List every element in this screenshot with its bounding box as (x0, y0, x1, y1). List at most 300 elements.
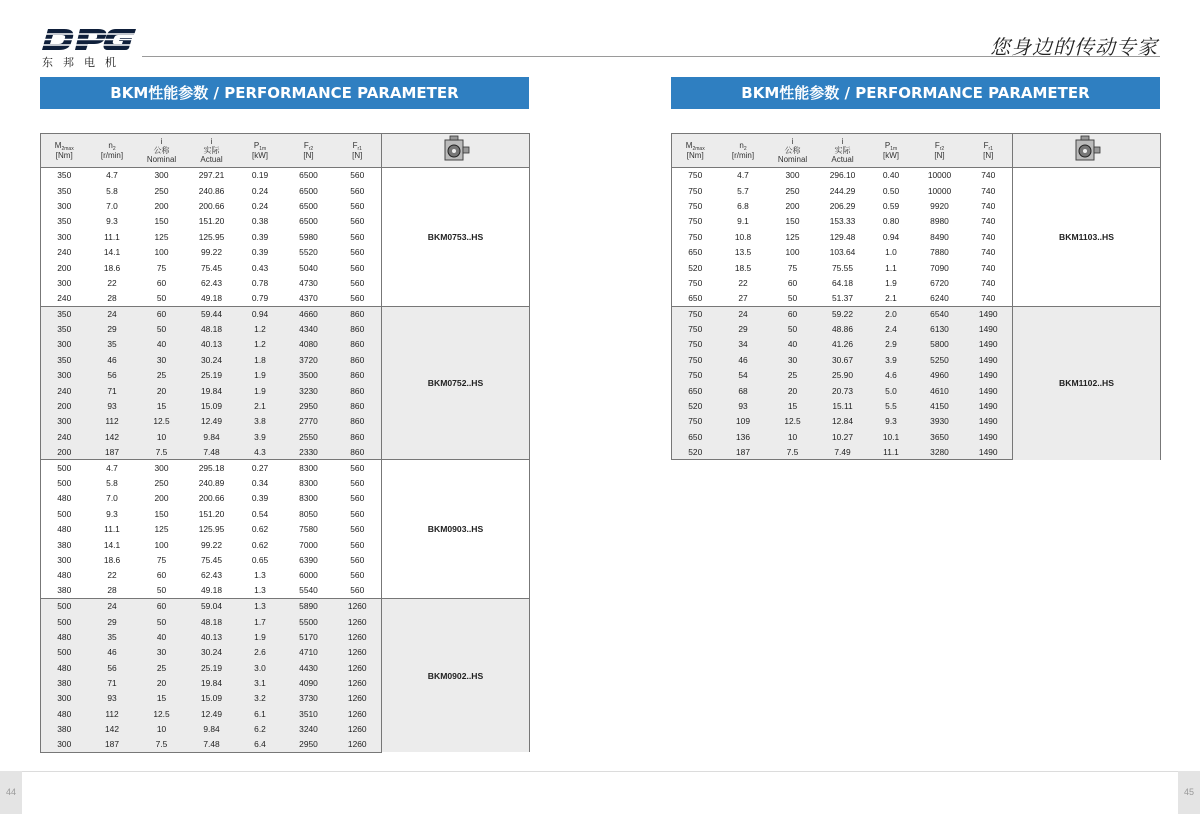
cell-power: 3.1 (237, 675, 284, 690)
cell-speed: 187 (719, 445, 768, 460)
cell-speed: 112 (88, 414, 137, 429)
cell-speed: 22 (107, 570, 117, 581)
cell-radial-load-output: 4370 (299, 293, 318, 304)
cell-ratio-actual: 153.33 (829, 216, 856, 227)
cell-ratio-nominal: 7.5 (137, 445, 187, 460)
cell-speed: 71 (88, 675, 137, 690)
cell-radial-load-input: 740 (981, 216, 996, 227)
cell-power: 1.0 (885, 247, 897, 258)
cell-ratio-actual: 103.64 (829, 247, 856, 258)
cell-ratio-nominal: 60 (137, 306, 187, 321)
cell-torque: 240 (41, 383, 88, 398)
cell-radial-load-input: 1260 (334, 645, 382, 660)
col-header-power: $P_{1m}$ [kW] (868, 134, 915, 168)
cell-torque: 300 (41, 198, 88, 213)
cell-ratio-actual: 59.04 (187, 598, 237, 613)
cell-radial-load-output: 6500 (299, 200, 318, 211)
cell-radial-load-output: 4610 (915, 383, 965, 398)
cell-radial-load-output: 5800 (915, 337, 965, 352)
cell-ratio-nominal: 40 (137, 337, 187, 352)
cell-ratio-actual: 10.27 (818, 429, 868, 444)
cell-speed: 35 (88, 337, 137, 352)
cell-radial-load-input: 1490 (965, 368, 1013, 383)
cell-radial-load-input: 560 (350, 570, 365, 581)
cell-ratio-actual: 200.66 (198, 493, 225, 504)
cell-radial-load-output: 5540 (299, 585, 318, 596)
cell-radial-load-output: 2550 (284, 429, 334, 444)
cell-ratio-nominal: 200 (785, 200, 800, 211)
cell-power: 0.59 (882, 200, 900, 211)
cell-ratio-actual: 49.18 (201, 585, 222, 596)
cell-ratio-actual: 244.29 (829, 185, 856, 196)
cell-radial-load-output: 3730 (284, 691, 334, 706)
cell-speed: 4.7 (88, 168, 137, 183)
cell-ratio-actual: 51.37 (832, 293, 853, 304)
cell-torque: 480 (41, 491, 88, 506)
cell-power: 0.19 (237, 168, 284, 183)
cell-ratio-actual: 30.24 (187, 645, 237, 660)
cell-torque: 350 (41, 183, 88, 198)
cell-ratio-nominal: 150 (785, 216, 800, 227)
cell-ratio-actual: 240.86 (198, 185, 225, 196)
cell-ratio-actual: 200.66 (198, 200, 225, 211)
cell-power: 6.2 (237, 722, 284, 737)
cell-ratio-nominal: 7.5 (137, 737, 187, 752)
cell-speed: 71 (88, 383, 137, 398)
cell-radial-load-output: 8300 (284, 460, 334, 475)
cell-power: 1.9 (237, 629, 284, 644)
cell-ratio-actual: 12.49 (187, 414, 237, 429)
cell-ratio-nominal: 10 (768, 429, 818, 444)
cell-ratio-actual: 12.84 (818, 414, 868, 429)
cell-power: 2.1 (237, 398, 284, 413)
left-page-title: BKM性能参数 / PERFORMANCE PARAMETER (40, 77, 529, 109)
cell-speed: 18.5 (734, 262, 752, 273)
cell-speed: 22 (107, 277, 117, 288)
cell-radial-load-input: 1490 (965, 383, 1013, 398)
cell-ratio-nominal: 20 (137, 675, 187, 690)
col-header-speed: $n_2$ [r/min] (719, 134, 768, 168)
cell-speed: 18.6 (103, 262, 121, 273)
cell-radial-load-input: 860 (334, 321, 382, 336)
cell-ratio-actual: 49.18 (201, 293, 222, 304)
cell-speed: 35 (88, 629, 137, 644)
cell-torque: 750 (672, 368, 719, 383)
cell-radial-load-output: 6720 (930, 277, 949, 288)
cell-radial-load-input: 560 (350, 524, 365, 535)
cell-ratio-nominal: 30 (137, 645, 187, 660)
cell-ratio-nominal: 20 (768, 383, 818, 398)
cell-ratio-actual: 125.95 (198, 524, 225, 535)
cell-torque: 200 (41, 398, 88, 413)
cell-radial-load-input: 860 (334, 398, 382, 413)
table-row (41, 598, 530, 613)
cell-radial-load-input: 1490 (965, 429, 1013, 444)
cell-ratio-nominal: 50 (156, 293, 167, 304)
cell-power: 1.9 (237, 368, 284, 383)
cell-radial-load-output: 5040 (299, 262, 318, 273)
cell-ratio-nominal: 50 (156, 585, 167, 596)
cell-torque: 750 (672, 229, 719, 244)
cell-radial-load-input: 740 (981, 277, 996, 288)
cell-speed: 4.7 (88, 460, 137, 475)
cell-radial-load-input: 560 (350, 493, 365, 504)
cell-radial-load-output: 5980 (299, 231, 318, 242)
cell-radial-load-input: 860 (334, 445, 382, 460)
cell-torque: 380 (41, 722, 88, 737)
cell-radial-load-output: 10000 (915, 168, 965, 183)
cell-speed: 56 (88, 660, 137, 675)
cell-power: 0.24 (251, 185, 269, 196)
cell-radial-load-output: 3720 (284, 352, 334, 367)
cell-speed: 142 (88, 722, 137, 737)
cell-ratio-actual: 25.19 (187, 660, 237, 675)
cell-ratio-actual: 7.48 (187, 445, 237, 460)
cell-radial-load-input: 860 (334, 368, 382, 383)
right-page-title: BKM性能参数 / PERFORMANCE PARAMETER (671, 77, 1160, 109)
cell-ratio-nominal: 60 (156, 570, 167, 581)
cell-power: 5.5 (868, 398, 915, 413)
table-row (41, 306, 530, 321)
cell-speed: 187 (88, 737, 137, 752)
cell-torque: 350 (41, 321, 88, 336)
cell-ratio-actual: 295.18 (187, 460, 237, 475)
cell-power: 0.79 (251, 293, 269, 304)
cell-ratio-actual: 9.84 (187, 429, 237, 444)
cell-ratio-actual: 25.19 (187, 368, 237, 383)
cell-radial-load-output: 4090 (284, 675, 334, 690)
cell-speed: 24 (719, 306, 768, 321)
cell-speed: 109 (719, 414, 768, 429)
cell-radial-load-input: 560 (334, 460, 382, 475)
cell-ratio-nominal: 12.5 (137, 706, 187, 721)
cell-torque: 200 (41, 260, 88, 275)
cell-power: 1.2 (237, 337, 284, 352)
cell-radial-load-input: 1260 (334, 737, 382, 752)
cell-ratio-actual: 19.84 (187, 383, 237, 398)
cell-torque: 500 (41, 598, 88, 613)
col-header-power: $P_{1m}$ [kW] (237, 134, 284, 168)
cell-radial-load-input: 560 (350, 277, 365, 288)
cell-torque: 300 (41, 414, 88, 429)
cell-torque: 480 (41, 660, 88, 675)
cell-ratio-nominal: 50 (768, 321, 818, 336)
cell-torque: 300 (41, 737, 88, 752)
cell-ratio-nominal: 10 (137, 429, 187, 444)
cell-power: 6.1 (237, 706, 284, 721)
cell-torque: 350 (41, 168, 88, 183)
cell-torque: 650 (672, 383, 719, 398)
cell-radial-load-input: 1490 (965, 445, 1013, 460)
cell-ratio-nominal: 60 (787, 277, 798, 288)
cell-radial-load-output: 4730 (299, 277, 318, 288)
cell-torque: 200 (41, 445, 88, 460)
cell-ratio-actual: 75.45 (201, 554, 222, 565)
cell-torque: 650 (672, 291, 719, 306)
cell-ratio-nominal: 150 (154, 508, 169, 519)
cell-power: 1.1 (885, 262, 897, 273)
cell-radial-load-input: 560 (350, 185, 365, 196)
cell-radial-load-output: 6540 (915, 306, 965, 321)
cell-radial-load-input: 740 (981, 185, 996, 196)
cell-radial-load-input: 560 (350, 508, 365, 519)
cell-torque: 750 (672, 275, 719, 290)
cell-ratio-nominal: 12.5 (137, 414, 187, 429)
cell-radial-load-output: 9920 (930, 200, 949, 211)
cell-torque: 750 (672, 168, 719, 183)
cell-ratio-actual: 240.89 (198, 478, 225, 488)
cell-radial-load-output: 4430 (284, 660, 334, 675)
cell-ratio-nominal: 60 (156, 277, 167, 288)
cell-speed: 27 (738, 293, 748, 304)
cell-power: 3.0 (237, 660, 284, 675)
model-label: BKM0752..HS (382, 306, 530, 460)
cell-speed: 9.3 (106, 508, 118, 519)
cell-torque: 300 (41, 368, 88, 383)
cell-radial-load-input: 560 (350, 247, 365, 258)
cell-radial-load-input: 860 (334, 337, 382, 352)
cell-radial-load-output: 5500 (284, 614, 334, 629)
cell-radial-load-input: 1490 (965, 352, 1013, 367)
company-logo (42, 26, 138, 69)
cell-torque: 300 (41, 275, 88, 290)
cell-radial-load-output: 6500 (284, 168, 334, 183)
cell-torque: 350 (41, 306, 88, 321)
cell-radial-load-output: 8490 (930, 231, 949, 242)
cell-ratio-actual: 7.49 (818, 445, 868, 460)
cell-ratio-actual: 59.22 (818, 306, 868, 321)
cell-power: 0.39 (251, 247, 269, 258)
cell-ratio-nominal: 100 (154, 247, 169, 258)
cell-radial-load-output: 2950 (284, 737, 334, 752)
cell-speed: 54 (719, 368, 768, 383)
cell-power: 1.9 (885, 277, 897, 288)
cell-torque: 240 (41, 244, 88, 259)
cell-radial-load-output: 4340 (284, 321, 334, 336)
cell-torque: 300 (41, 552, 88, 567)
right-performance-table (671, 133, 1161, 460)
cell-radial-load-output: 2950 (284, 398, 334, 413)
cell-torque: 240 (41, 429, 88, 444)
cell-ratio-actual: 30.67 (818, 352, 868, 367)
cell-ratio-actual: 7.48 (187, 737, 237, 752)
cell-ratio-actual: 15.11 (818, 398, 868, 413)
cell-speed: 9.3 (106, 216, 118, 227)
col-header-radial-load-input: $F_{r1}$ [N] (334, 134, 382, 168)
page-number-right: 45 (1178, 771, 1200, 814)
cell-radial-load-output: 5170 (284, 629, 334, 644)
cell-power: 1.3 (237, 598, 284, 613)
cell-ratio-nominal: 60 (768, 306, 818, 321)
cell-torque: 300 (41, 691, 88, 706)
cell-radial-load-output: 5520 (299, 247, 318, 258)
cell-ratio-actual: 40.13 (187, 337, 237, 352)
cell-torque: 650 (672, 429, 719, 444)
cell-radial-load-output: 6000 (299, 570, 318, 581)
right-table-body (672, 168, 1161, 460)
cell-radial-load-input: 740 (981, 293, 996, 304)
cell-speed: 4.7 (719, 168, 768, 183)
cell-ratio-nominal: 50 (137, 321, 187, 336)
cell-torque: 380 (41, 583, 88, 598)
cell-torque: 520 (672, 260, 719, 275)
cell-radial-load-output: 4960 (915, 368, 965, 383)
cell-radial-load-input: 1260 (334, 660, 382, 675)
cell-speed: 29 (88, 614, 137, 629)
cell-power: 0.50 (882, 185, 900, 196)
cell-power: 0.62 (251, 539, 269, 550)
cell-radial-load-input: 560 (350, 539, 365, 550)
cell-ratio-nominal: 200 (154, 200, 169, 211)
cell-ratio-nominal: 75 (787, 262, 798, 273)
cell-speed: 29 (719, 321, 768, 336)
model-label: BKM0903..HS (382, 460, 530, 599)
model-label: BKM0902..HS (382, 598, 530, 752)
cell-ratio-nominal: 40 (137, 629, 187, 644)
cell-speed: 14.1 (103, 247, 121, 258)
cell-ratio-nominal: 20 (137, 383, 187, 398)
table-header-row (672, 134, 1161, 168)
cell-power: 1.2 (237, 321, 284, 336)
cell-radial-load-output: 8300 (299, 493, 318, 504)
cell-radial-load-output: 4710 (284, 645, 334, 660)
cell-ratio-actual: 62.43 (201, 277, 222, 288)
cell-ratio-actual: 206.29 (829, 200, 856, 211)
cell-power: 4.6 (868, 368, 915, 383)
cell-radial-load-input: 560 (350, 554, 365, 565)
cell-radial-load-input: 560 (350, 216, 365, 227)
cell-ratio-actual: 296.10 (818, 168, 868, 183)
cell-speed: 11.1 (104, 231, 120, 242)
cell-ratio-nominal: 300 (137, 460, 187, 475)
cell-ratio-actual: 30.24 (187, 352, 237, 367)
cell-radial-load-input: 1490 (965, 337, 1013, 352)
cell-ratio-nominal: 300 (768, 168, 818, 183)
cell-power: 10.1 (868, 429, 915, 444)
cell-power: 0.94 (882, 231, 900, 242)
cell-speed: 18.6 (103, 554, 121, 565)
cell-ratio-actual: 41.26 (818, 337, 868, 352)
cell-ratio-actual: 9.84 (187, 722, 237, 737)
cell-speed: 11.1 (104, 524, 120, 535)
cell-ratio-actual: 15.09 (187, 398, 237, 413)
cell-ratio-actual: 62.43 (201, 570, 222, 581)
cell-speed: 112 (88, 706, 137, 721)
cell-power: 11.1 (868, 445, 915, 460)
col-header-ratio-nominal: i 公称 Nominal (137, 134, 187, 168)
dpg-logo-icon (42, 26, 136, 52)
cell-ratio-nominal: 25 (137, 660, 187, 675)
cell-radial-load-output: 7880 (930, 247, 949, 258)
cell-radial-load-input: 860 (334, 383, 382, 398)
col-header-speed: $n_2$ [r/min] (88, 134, 137, 168)
cell-ratio-actual: 297.21 (187, 168, 237, 183)
cell-torque: 750 (672, 352, 719, 367)
cell-ratio-actual: 25.90 (818, 368, 868, 383)
cell-torque: 350 (41, 214, 88, 229)
cell-radial-load-input: 1260 (334, 598, 382, 613)
col-header-ratio-actual: i 实际 Actual (187, 134, 237, 168)
cell-speed: 7.0 (106, 493, 118, 504)
cell-ratio-actual: 125.95 (198, 231, 225, 242)
cell-ratio-nominal: 125 (785, 231, 800, 242)
cell-radial-load-input: 1260 (334, 629, 382, 644)
cell-speed: 5.7 (737, 185, 749, 196)
cell-radial-load-output: 8050 (299, 508, 318, 519)
cell-torque: 480 (41, 706, 88, 721)
cell-speed: 142 (88, 429, 137, 444)
cell-speed: 34 (719, 337, 768, 352)
cell-ratio-nominal: 100 (154, 539, 169, 550)
cell-torque: 380 (41, 537, 88, 552)
cell-power: 3.9 (237, 429, 284, 444)
cell-speed: 187 (88, 445, 137, 460)
cell-power: 0.62 (251, 524, 269, 535)
cell-power: 6.4 (237, 737, 284, 752)
cell-power: 0.34 (251, 478, 269, 488)
cell-torque: 750 (672, 321, 719, 336)
cell-radial-load-output: 7000 (299, 539, 318, 550)
cell-ratio-actual: 48.86 (818, 321, 868, 336)
left-performance-table (40, 133, 530, 753)
cell-ratio-nominal: 250 (785, 185, 800, 196)
cell-ratio-nominal: 12.5 (768, 414, 818, 429)
col-header-ratio-actual: i 实际 Actual (818, 134, 868, 168)
cell-ratio-nominal: 250 (154, 185, 169, 196)
cell-torque: 650 (672, 244, 719, 259)
cell-speed: 46 (719, 352, 768, 367)
cell-radial-load-output: 3510 (284, 706, 334, 721)
cell-power: 0.40 (868, 168, 915, 183)
cell-radial-load-input: 560 (350, 585, 365, 596)
cell-power: 1.3 (254, 585, 266, 596)
cell-power: 0.39 (251, 493, 269, 504)
cell-radial-load-input: 1260 (334, 675, 382, 690)
cell-torque: 350 (41, 352, 88, 367)
cell-torque: 750 (672, 183, 719, 198)
col-header-torque: $M_{2max}$ [Nm] (41, 134, 88, 168)
cell-radial-load-output: 6130 (915, 321, 965, 336)
cell-torque: 750 (672, 198, 719, 213)
cell-speed: 24 (88, 598, 137, 613)
footer-divider (0, 771, 1200, 772)
cell-power: 0.38 (251, 216, 269, 227)
cell-radial-load-input: 740 (981, 247, 996, 258)
cell-radial-load-output: 2770 (284, 414, 334, 429)
cell-radial-load-input: 560 (334, 168, 382, 183)
cell-torque: 520 (672, 398, 719, 413)
cell-power: 0.78 (251, 277, 269, 288)
cell-radial-load-input: 1260 (334, 706, 382, 721)
cell-ratio-nominal: 15 (768, 398, 818, 413)
cell-ratio-actual: 151.20 (198, 508, 225, 519)
col-header-gearbox-icon (382, 134, 530, 168)
cell-radial-load-output: 7580 (299, 524, 318, 535)
cell-ratio-nominal: 100 (785, 247, 800, 258)
cell-ratio-actual: 151.20 (198, 216, 225, 227)
cell-ratio-nominal: 150 (154, 216, 169, 227)
table-row (41, 460, 530, 475)
col-header-radial-load-input: $F_{r1}$ [N] (965, 134, 1013, 168)
cell-ratio-nominal: 15 (137, 398, 187, 413)
cell-power: 2.0 (868, 306, 915, 321)
col-header-radial-load-output: $F_{r2}$ [N] (915, 134, 965, 168)
cell-radial-load-input: 560 (350, 293, 365, 304)
cell-ratio-actual: 48.18 (187, 321, 237, 336)
cell-radial-load-output: 3240 (284, 722, 334, 737)
cell-radial-load-output: 3650 (915, 429, 965, 444)
cell-power: 0.24 (251, 200, 269, 211)
